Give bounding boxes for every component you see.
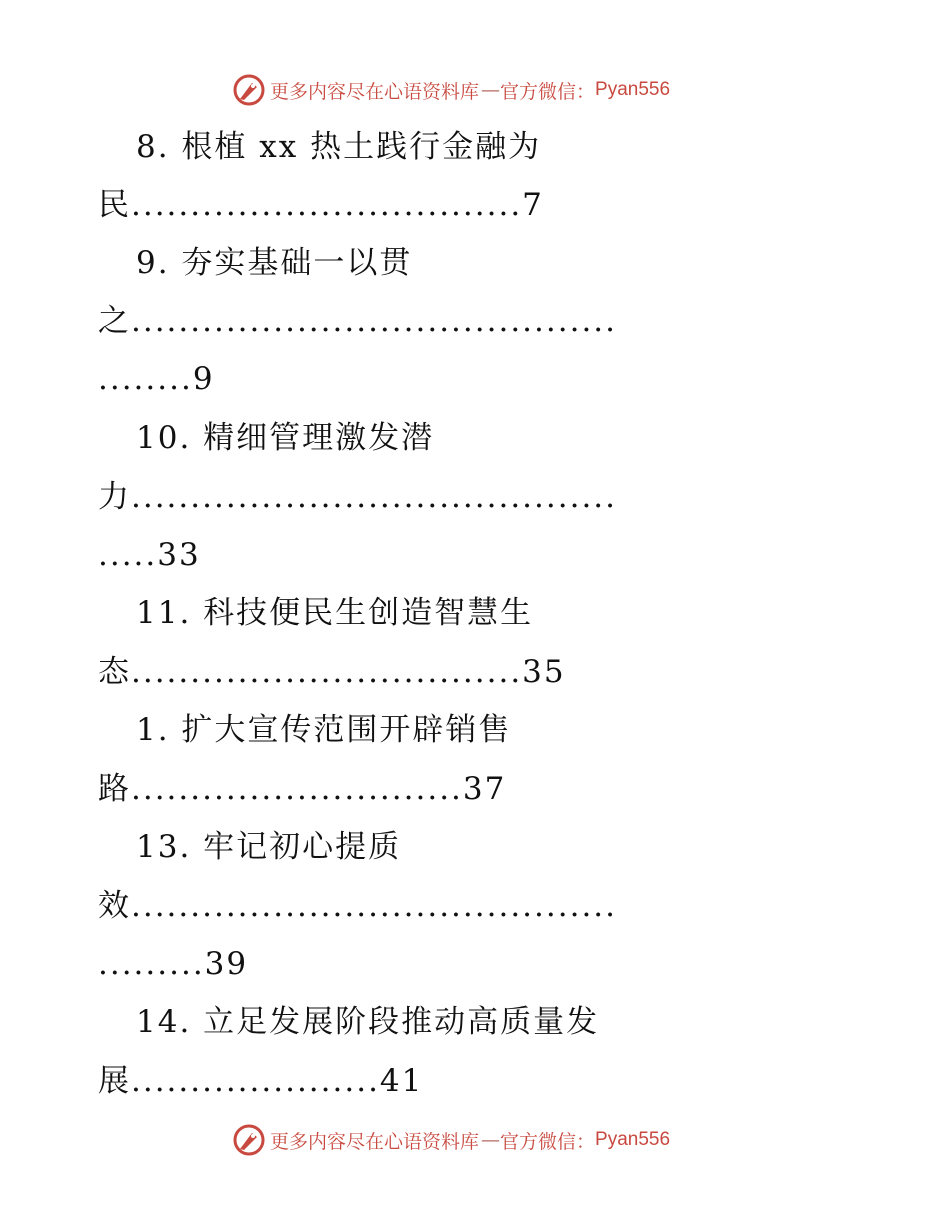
toc-entry-title[interactable]: 10. 精细管理激发潜 [136,420,435,456]
toc-entry-leader: 效......................................... [98,888,618,924]
toc-entry-title[interactable]: 1. 扩大宣传范围开辟销售 [136,712,512,748]
toc-entry-leader: 展.....................41 [98,1063,424,1099]
toc-entry-leader: 态.................................35 [98,654,566,690]
toc-entry-title[interactable]: 8. 根植 xx 热土践行金融为 [136,129,542,165]
toc-entry-page: .........39 [98,946,249,982]
toc-entry-leader: 之......................................... [98,303,618,339]
banner-account: Pyan556 [595,79,671,100]
banner-text: 更多内容尽在心语资料库 [270,1130,480,1153]
banner-text: 更多内容尽在心语资料库 [270,80,480,103]
footer-banner [232,1120,670,1160]
banner-suffix: 官方微信： [500,1130,596,1153]
toc-entry-title[interactable]: 14. 立足发展阶段推动高质量发 [136,1004,600,1040]
banner-separator: — [481,1129,501,1151]
banner-account: Pyan556 [595,1129,671,1150]
toc-entry-page: ........9 [98,361,215,397]
toc-entry-leader: 民.................................7 [98,187,544,223]
toc-entry-title[interactable]: 9. 夯实基础一以贯 [136,245,413,281]
toc-entry-page: .....33 [98,537,201,573]
banner-separator: — [481,79,501,101]
banner-suffix: 官方微信： [500,80,596,103]
toc-entry-leader: 路............................37 [98,771,507,807]
toc-entry-title[interactable]: 11. 科技便民生创造智慧生 [136,595,534,631]
toc-entry-leader: 力......................................... [98,479,618,515]
toc-entry-title[interactable]: 13. 牢记初心提质 [136,829,402,865]
pen-nib-logo-icon [232,1123,266,1157]
